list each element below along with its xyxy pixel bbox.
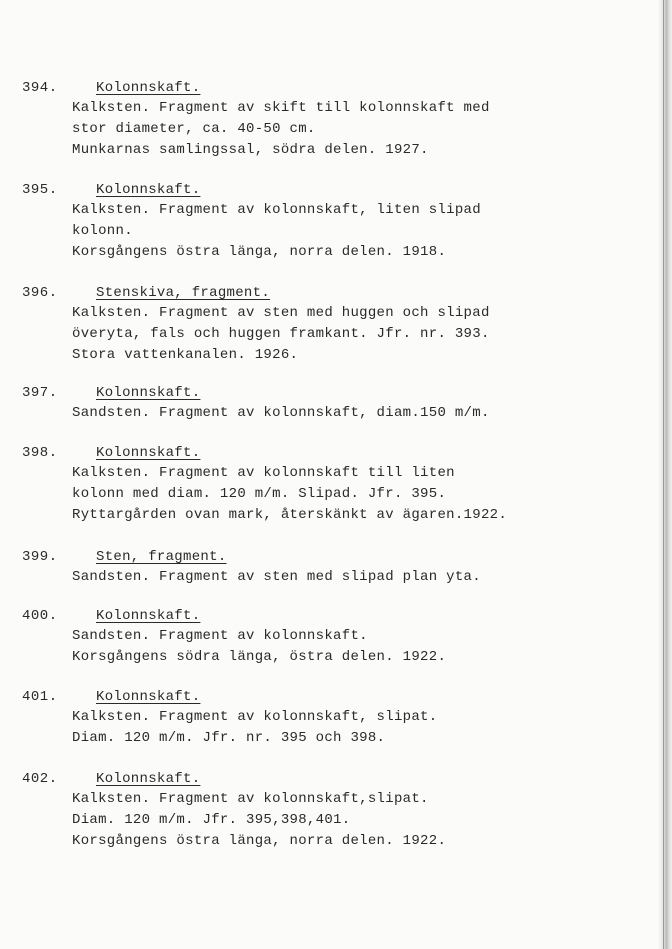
- entry-number: 401.: [22, 689, 58, 705]
- entry-description: [72, 98, 490, 161]
- entry-title: Kolonnskaft.: [96, 689, 201, 705]
- entry-line: Korsgångens östra länga, norra delen. 1918.: [72, 244, 447, 260]
- entry-line: Kalksten. Fragment av kolonnskaft, slipat.: [72, 709, 438, 725]
- entry-title: Kolonnskaft.: [96, 608, 201, 624]
- entry-description: [72, 200, 481, 263]
- entry-line: stor diameter, ca. 40-50 cm.: [72, 121, 316, 137]
- entry-line: Kalksten. Fragment av kolonnskaft, liten slipad: [72, 202, 481, 218]
- entry-number: 394.: [22, 80, 58, 96]
- entry-description: [72, 463, 507, 526]
- entry-number: 398.: [22, 445, 58, 461]
- entry-line: Korsgångens södra länga, östra delen. 1922.: [72, 649, 447, 665]
- entry-line: kolonn med diam. 120 m/m. Slipad. Jfr. 395.: [72, 486, 447, 502]
- entry-number: 396.: [22, 285, 58, 301]
- entry-line: Sandsten. Fragment av kolonnskaft, diam.150 m/m.: [72, 405, 490, 421]
- entry-line: Sandsten. Fragment av kolonnskaft.: [72, 628, 368, 644]
- entry-description: [72, 303, 490, 366]
- entry-line: Kalksten. Fragment av kolonnskaft,slipat.: [72, 791, 429, 807]
- entry-number: 400.: [22, 608, 58, 624]
- page-edge-line: [663, 0, 664, 949]
- entry-line: Diam. 120 m/m. Jfr. 395,398,401.: [72, 812, 351, 828]
- entry-line: kolonn.: [72, 223, 133, 239]
- entry-description: [72, 626, 446, 668]
- entry-title: Kolonnskaft.: [96, 80, 201, 96]
- entry-title: Kolonnskaft.: [96, 182, 201, 198]
- entry-title: Kolonnskaft.: [96, 385, 201, 401]
- entry-line: Munkarnas samlingssal, södra delen. 1927.: [72, 142, 429, 158]
- entry-title: Kolonnskaft.: [96, 445, 201, 461]
- entry-line: Kalksten. Fragment av skift till kolonnskaft med: [72, 100, 490, 116]
- entry-line: Ryttargården ovan mark, återskänkt av ägaren.1922.: [72, 507, 508, 523]
- entry-line: Diam. 120 m/m. Jfr. nr. 395 och 398.: [72, 730, 386, 746]
- entry-number: 399.: [22, 549, 58, 565]
- entry-line: Kalksten. Fragment av kolonnskaft till liten: [72, 465, 455, 481]
- entry-title: Kolonnskaft.: [96, 771, 201, 787]
- entry-line: Kalksten. Fragment av sten med huggen och slipad: [72, 305, 490, 321]
- entry-line: Sandsten. Fragment av sten med slipad plan yta.: [72, 569, 481, 585]
- page-edge: [658, 0, 672, 949]
- entry-description: [72, 707, 437, 749]
- entry-description: [72, 403, 490, 424]
- entry-description: [72, 567, 481, 588]
- entry-line: överyta, fals och huggen framkant. Jfr. nr. 393.: [72, 326, 490, 342]
- entry-number: 402.: [22, 771, 58, 787]
- entry-line: Korsgångens östra länga, norra delen. 1922.: [72, 833, 447, 849]
- entry-title: Sten, fragment.: [96, 549, 227, 565]
- entry-number: 395.: [22, 182, 58, 198]
- entry-title: Stenskiva, fragment.: [96, 285, 271, 301]
- entry-description: [72, 789, 446, 852]
- entry-line: Stora vattenkanalen. 1926.: [72, 347, 299, 363]
- entry-number: 397.: [22, 385, 58, 401]
